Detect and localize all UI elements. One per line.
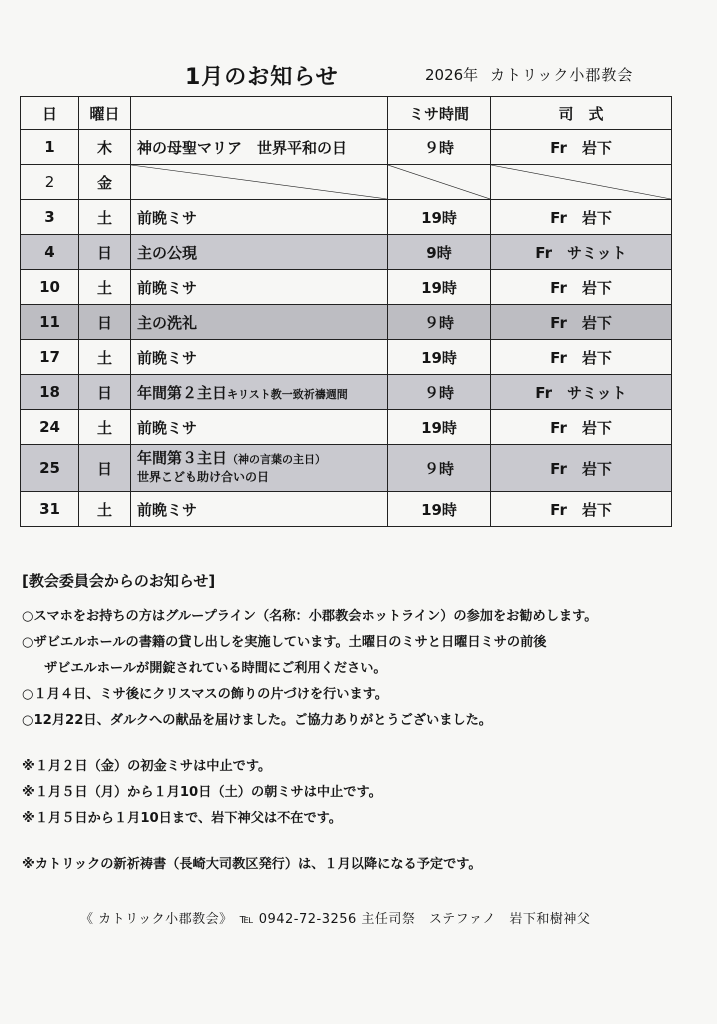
event-cell [131, 375, 388, 410]
celebrant-cell: Fr 岩下 [491, 340, 672, 375]
table-row [21, 235, 672, 270]
event-cell-empty [131, 165, 388, 200]
celebrant-cell: Fr サミット [491, 375, 672, 410]
col-header-event [131, 97, 388, 130]
day-cell: 24 [21, 410, 79, 445]
day-cell: 2 [21, 165, 79, 200]
event-cell: 前晩ミサ [131, 340, 388, 375]
time-cell: 19時 [388, 340, 491, 375]
diagonal-line [491, 165, 671, 199]
footer-contact: 《 カトリック小郡教会》 ℡ 0942-72-3256 主任司祭 ステファノ 岩下和樹神父 [80, 912, 591, 927]
celebrant-cell: Fr 岩下 [491, 130, 672, 165]
alert-item: ※１月５日（月）から１月10日（土）の朝ミサは中止です。 [22, 785, 382, 800]
day-cell: 31 [21, 492, 79, 527]
celebrant-cell: Fr 岩下 [491, 200, 672, 235]
celebrant-cell: Fr 岩下 [491, 410, 672, 445]
table-row [21, 410, 672, 445]
weekday-cell: 金 [79, 165, 131, 200]
event-note: （神の言葉の主日） [227, 453, 327, 466]
table-row [21, 445, 672, 492]
day-cell: 11 [21, 305, 79, 340]
time-cell: 19時 [388, 270, 491, 305]
table-row [21, 305, 672, 340]
table-row [21, 165, 672, 200]
day-cell: 3 [21, 200, 79, 235]
time-cell: 9時 [388, 235, 491, 270]
page-title: 1月のお知らせ [185, 65, 339, 90]
time-cell: 19時 [388, 492, 491, 527]
celebrant-cell: Fr 岩下 [491, 305, 672, 340]
weekday-cell: 日 [79, 235, 131, 270]
weekday-cell: 土 [79, 270, 131, 305]
header [0, 60, 717, 90]
church-name: カトリック小郡教会 [490, 66, 634, 84]
day-cell: 18 [21, 375, 79, 410]
final-notice: ※カトリックの新祈祷書（長崎大司教区発行）は、１月以降になる予定です。 [22, 857, 482, 872]
alert-item: ※１月２日（金）の初金ミサは中止です。 [22, 759, 272, 774]
event-title: 年間第３主日 [137, 449, 228, 467]
notice-item: ○12月22日、ダルクへの献品を届けました。ご協力ありがとうございました。 [22, 713, 492, 728]
table-row [21, 130, 672, 165]
notice-item: ザビエルホールが開錠されている時間にご利用ください。 [44, 661, 387, 676]
event-cell: 神の母聖マリア 世界平和の日 [131, 130, 388, 165]
diagonal-line [388, 165, 490, 199]
notice-item: ○ザビエルホールの書籍の貸し出しを実施しています。土曜日のミサと日曜日ミサの前後 [22, 635, 547, 650]
table-row [21, 200, 672, 235]
time-cell: ９時 [388, 445, 491, 492]
event-title: 年間第２主日 [137, 383, 228, 402]
celebrant-cell: Fr 岩下 [491, 492, 672, 527]
time-cell: 19時 [388, 200, 491, 235]
col-header-celebrant: 司 式 [491, 97, 672, 130]
col-header-time: ミサ時間 [388, 97, 491, 130]
diagonal-line [131, 165, 387, 199]
notice-item: ○スマホをお持ちの方はグループライン（名称：小郡教会ホットライン）の参加をお勧めします。 [22, 609, 598, 624]
event-cell: 主の公現 [131, 235, 388, 270]
day-cell: 17 [21, 340, 79, 375]
day-cell: 10 [21, 270, 79, 305]
spacer [22, 832, 702, 852]
day-cell: 25 [21, 445, 79, 492]
col-header-weekday: 曜日 [79, 97, 131, 130]
table-row [21, 492, 672, 527]
weekday-cell: 土 [79, 340, 131, 375]
table-row [21, 375, 672, 410]
table-header-row [21, 97, 672, 130]
weekday-cell: 土 [79, 410, 131, 445]
notices-list [22, 604, 702, 878]
day-cell: 1 [21, 130, 79, 165]
time-cell: ９時 [388, 375, 491, 410]
year-label: 2026年 [425, 66, 479, 84]
notices-section-title: [教会委員会からのお知らせ] [22, 572, 216, 590]
weekday-cell: 日 [79, 375, 131, 410]
celebrant-cell: Fr サミット [491, 235, 672, 270]
alert-item: ※１月５日から１月10日まで、岩下神父は不在です。 [22, 811, 342, 826]
event-cell: 前晩ミサ [131, 492, 388, 527]
celebrant-cell-empty [491, 165, 672, 200]
weekday-cell: 日 [79, 445, 131, 492]
event-subtitle: 世界こども助け合いの日 [137, 470, 270, 484]
spacer [22, 734, 702, 754]
time-cell: 19時 [388, 410, 491, 445]
table-row [21, 340, 672, 375]
event-cell: 前晩ミサ [131, 270, 388, 305]
event-note: キリスト教一致祈禱週間 [227, 387, 348, 401]
event-cell: 前晩ミサ [131, 200, 388, 235]
schedule-table [20, 96, 672, 527]
time-cell: ９時 [388, 130, 491, 165]
event-cell: 前晩ミサ [131, 410, 388, 445]
event-cell: 主の洗礼 [131, 305, 388, 340]
time-cell: ９時 [388, 305, 491, 340]
time-cell-empty [388, 165, 491, 200]
weekday-cell: 日 [79, 305, 131, 340]
celebrant-cell: Fr 岩下 [491, 445, 672, 492]
celebrant-cell: Fr 岩下 [491, 270, 672, 305]
notice-item: ○１月４日、ミサ後にクリスマスの飾りの片づけを行います。 [22, 687, 388, 702]
weekday-cell: 木 [79, 130, 131, 165]
table-row [21, 270, 672, 305]
weekday-cell: 土 [79, 200, 131, 235]
day-cell: 4 [21, 235, 79, 270]
event-cell [131, 445, 388, 492]
col-header-day: 日 [21, 97, 79, 130]
weekday-cell: 土 [79, 492, 131, 527]
